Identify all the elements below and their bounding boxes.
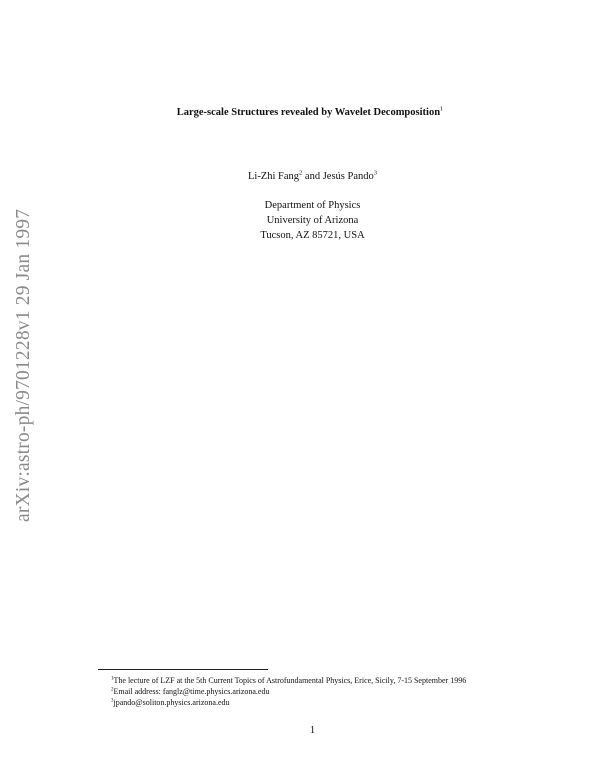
- footnote: [111, 675, 466, 686]
- author-footnote-mark: 3: [373, 169, 377, 177]
- author-conjunction: and: [302, 171, 323, 182]
- paper-title: [0, 107, 600, 118]
- arxiv-identifier: arXiv:astro-ph/9701228v1 29 Jan 1997: [13, 208, 34, 522]
- footnote-mark: 3: [111, 698, 114, 704]
- title-footnote-mark: 1: [440, 105, 444, 113]
- affiliation-department: Department of Physics: [264, 200, 361, 211]
- affiliation-university: University of Arizona: [266, 215, 359, 226]
- footnote: [111, 686, 466, 697]
- footnote-text: The lecture of LZF at the 5th Current Topics of Astrofundamental Physics, Erice, Sicily, 7-15 September 1996: [113, 676, 467, 685]
- author-name: Jesús Pando: [322, 171, 374, 182]
- author-name: Li-Zhi Fang: [247, 171, 300, 182]
- footnote-mark: 1: [111, 676, 114, 682]
- author-line: [0, 171, 600, 182]
- affiliation-address: Tucson, AZ 85721, USA: [260, 230, 365, 241]
- author-footnote-mark: 2: [299, 169, 303, 177]
- page-number: 1: [309, 725, 316, 736]
- affiliation-block: [0, 198, 600, 243]
- footnote-text: jpando@soliton.physics.arizona.edu: [113, 698, 230, 707]
- paper-title-text: Large-scale Structures revealed by Wavelet Decomposition: [176, 107, 441, 118]
- footnote: [111, 697, 466, 708]
- footnote-rule: [98, 669, 268, 670]
- footnotes: [111, 675, 466, 708]
- footnote-text: Email address: fanglz@time.physics.arizona.edu: [113, 687, 270, 696]
- footnote-mark: 2: [111, 687, 114, 693]
